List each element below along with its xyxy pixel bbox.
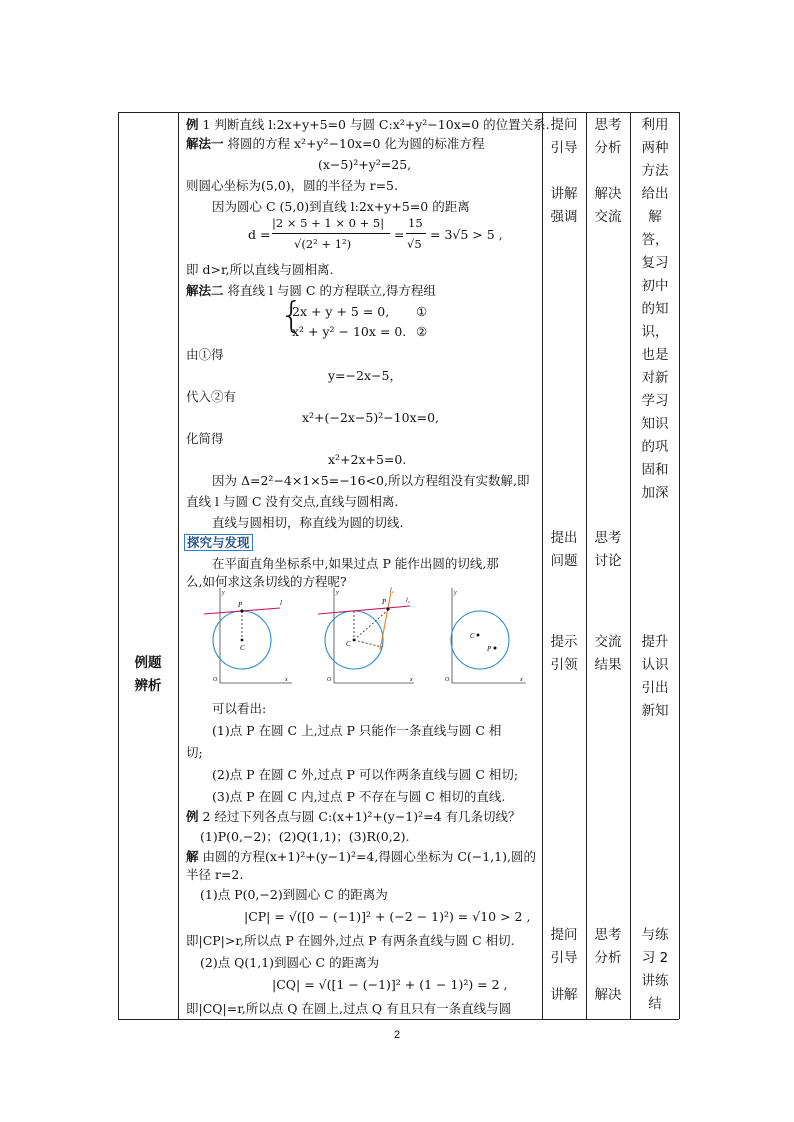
teacher-group-d [543, 924, 585, 1007]
fig1-label-c: C [240, 644, 245, 652]
figure-1 [204, 588, 292, 683]
method-1-equation: (x−5)²+y²=25, [318, 157, 412, 172]
student-group-c [587, 631, 629, 677]
fig1-label-l: l [280, 599, 282, 607]
purpose-a-line: 方法 [641, 163, 669, 179]
explore-question-2: 么,如何求这条切线的方程呢? [186, 574, 347, 589]
distance-numerator: |2 × 5 + 1 × 0 + 5| [272, 216, 385, 230]
student-c2: 结果 [594, 657, 622, 673]
student-d1: 思考 [594, 927, 622, 943]
student-spacer-2 [587, 970, 629, 984]
y-expression: y=−2x−5， [328, 368, 402, 383]
method-2-conclusion: 直线 l 与圆 C 没有交点,直线与圆相离. [186, 494, 399, 509]
fig3-label-y: y [454, 590, 457, 596]
row-label [118, 652, 178, 698]
method-1-text: 将圆的方程 x²+y²−10x=0 化为圆的标准方程 [223, 136, 485, 151]
purpose-a-line: 利用 [641, 117, 669, 133]
system-eq-2-tag: ② [416, 324, 428, 339]
student-group-a [587, 114, 629, 229]
simplify-intro: 化简得 [186, 431, 224, 446]
teacher-spacer [543, 160, 585, 183]
student-a4: 交流 [594, 209, 622, 225]
student-spacer [587, 160, 629, 183]
fig3-circle [451, 611, 509, 669]
solution-text-1: 由圆的方程(x+1)²+(y−1)²=4,得圆心坐标为 C(−1,1),圆的 [198, 849, 536, 864]
purpose-c-line: 结 [648, 996, 662, 1012]
example-1-marker: 例 [186, 117, 199, 132]
student-a1: 思考 [594, 117, 622, 133]
solution-line-5: (2)点 Q(1,1)到圆心 C 的距离为 [200, 955, 380, 970]
teacher-c2: 引领 [550, 657, 578, 673]
purpose-a-line: 知识 [641, 416, 669, 432]
purpose-a-line: 复习 [641, 255, 669, 271]
example-1-title [186, 116, 550, 133]
method-2-line [186, 282, 436, 299]
student-b2: 讨论 [594, 553, 622, 569]
fig2-label-x: x [410, 677, 413, 683]
distance-cq: |CQ| = √([1 − (−1)]² + (1 − 1)²) = 2 , [272, 977, 508, 992]
substitute-intro: 代入②有 [186, 389, 237, 404]
from-eq-1: 由①得 [186, 347, 224, 362]
solution-marker: 解 [186, 849, 199, 864]
fig1-label-o: O [213, 677, 218, 683]
tangent-definition: 直线与圆相切，称直线为圆的切线. [212, 515, 404, 530]
purpose-c-line: 习 2 [641, 950, 669, 966]
student-d2: 分析 [594, 950, 622, 966]
teacher-d1: 提问 [550, 927, 578, 943]
fig2-point-p [386, 607, 389, 610]
system-eq-1: 2x + y + 5 = 0, [292, 304, 390, 319]
system-eq-2: x² + y² − 10x = 0. [292, 324, 407, 339]
fig3-point-p [494, 647, 497, 650]
distance-result: = 3√5 > 5 , [430, 227, 503, 242]
substituted-equation: x²+(−2x−5)²−10x=0, [302, 410, 440, 425]
teacher-b2: 问题 [550, 553, 578, 569]
example-2-points: (1)P(0,−2)；(2)Q(1,1)；(3)R(0,2). [200, 829, 410, 844]
fig2-label-c: C [346, 640, 351, 648]
distance-equals: = [394, 227, 405, 242]
purpose-b-line: 引出 [641, 680, 669, 696]
solution-line-3: (1)点 P(0,−2)到圆心 C 的距离为 [200, 887, 388, 902]
fig2-label-p: P [382, 598, 387, 606]
fig2-center-c [353, 639, 356, 642]
purpose-group-c [631, 924, 679, 1016]
observation-2: (2)点 P 在圆 C 外,过点 P 可以作两条直线与圆 C 相切; [212, 767, 519, 782]
example-2-title [186, 808, 521, 825]
explore-question-1: 在平面直角坐标系中,如果过点 P 能作出圆的切线,那 [212, 556, 499, 571]
row-label-text: 例题辨析 [134, 655, 162, 694]
example-1-text: 1 判断直线 l:2x+y+5=0 与圆 C:x²+y²−10x=0 的位置关系. [198, 117, 550, 132]
fig3-center-c [477, 634, 480, 637]
solution-line-4: 即|CP|>r,所以点 P 在圆外,过点 P 有两条直线与圆 C 相切. [186, 933, 515, 948]
teacher-d2: 引导 [550, 950, 578, 966]
purpose-a-line: 固和 [641, 462, 669, 478]
purpose-b-line: 提升 [641, 634, 669, 650]
teacher-group-a [543, 114, 585, 229]
student-d3: 解决 [594, 987, 622, 1003]
fig1-label-p: P [238, 601, 243, 609]
fig1-label-y: y [222, 590, 225, 596]
fig3-label-p: P [487, 645, 492, 653]
purpose-a-line: 也是 [641, 347, 669, 363]
purpose-a-line: 的知 [641, 301, 669, 317]
distance-fraction-bar [272, 233, 390, 234]
teacher-a3: 讲解 [550, 186, 578, 202]
solution-line-1 [186, 848, 536, 865]
purpose-a-line: 解 [648, 209, 662, 225]
fig3-label-c: C [470, 632, 475, 640]
teacher-a1: 提问 [550, 117, 578, 133]
teacher-b1: 提出 [550, 530, 578, 546]
observation-3: (3)点 P 在圆 C 内,过点 P 不存在与圆 C 相切的直线. [212, 789, 506, 804]
fig2-radius-2 [354, 640, 382, 647]
method-1-center: 则圆心坐标为(5,0)，圆的半径为 r=5. [186, 178, 398, 193]
purpose-c-line: 与练 [641, 927, 669, 943]
system-eq-1-tag: ① [416, 304, 428, 319]
teacher-group-c [543, 631, 585, 677]
page-number: 2 [393, 1029, 401, 1041]
observation-intro: 可以看出: [212, 701, 267, 716]
figure-3 [445, 588, 526, 683]
purpose-a-line: 识， [641, 324, 669, 340]
table-border-bottom [118, 1019, 679, 1020]
purpose-b-line: 新知 [641, 703, 669, 719]
row-label-cell [118, 112, 178, 1019]
purpose-a-line: 加深 [641, 485, 669, 501]
purpose-a-line: 答， [641, 232, 669, 248]
distance-cp: |CP| = √([0 − (−1)]² + (−2 − 1)²) = √10 > 2 , [244, 909, 531, 924]
simplified-equation: x²+2x+5=0. [328, 452, 407, 467]
student-c1: 交流 [594, 634, 622, 650]
purpose-b-line: 认识 [641, 657, 669, 673]
purpose-group-a [631, 114, 679, 505]
method-2-label: 解法二 [186, 283, 224, 298]
discriminant-line: 因为 Δ=2²−4×1×5=−16<0,所以方程组没有实数解,即 [212, 473, 530, 488]
teacher-d3: 讲解 [550, 987, 578, 1003]
method-1-conclusion: 即 d>r,所以直线与圆相离. [186, 262, 334, 277]
teacher-a2: 引导 [550, 140, 578, 156]
purpose-a-line: 初中 [641, 278, 669, 294]
distance-denominator-2: √5 [407, 237, 422, 251]
purpose-a-line: 学习 [641, 393, 669, 409]
fig1-point-p [240, 609, 243, 612]
explore-title: 探究与发现 [184, 534, 253, 551]
example-2-text: 2 经过下列各点与圆 C:(x+1)²+(y−1)²=4 有几条切线？ [198, 809, 521, 824]
purpose-a-line: 对新 [641, 370, 669, 386]
observation-1b: 切; [186, 745, 203, 760]
tangent-figures [200, 580, 530, 688]
explore-heading [184, 534, 253, 551]
teacher-spacer-2 [543, 970, 585, 984]
fig3-label-o: O [445, 677, 450, 683]
fig2-label-o: O [327, 677, 332, 683]
solution-line-2: 半径 r=2. [186, 867, 244, 882]
fig3-label-x: x [520, 677, 523, 683]
student-group-d [587, 924, 629, 1007]
system-brace: { [280, 295, 303, 336]
fig2-label-l2: l₂ [406, 598, 410, 604]
purpose-c-line: 讲练 [641, 973, 669, 989]
purpose-a-line: 两种 [641, 140, 669, 156]
student-a3: 解决 [594, 186, 622, 202]
fig1-center-c [241, 639, 244, 642]
method-2-text: 将直线 l 与圆 C 的方程联立,得方程组 [223, 283, 436, 298]
distance-lhs: d = [248, 227, 271, 242]
method-1-distance-intro: 因为圆心 C (5,0)到直线 l:2x+y+5=0 的距离 [212, 199, 470, 214]
student-b1: 思考 [594, 530, 622, 546]
teacher-c1: 提示 [550, 634, 578, 650]
fig2-label-y: y [336, 590, 339, 596]
purpose-a-line: 给出 [641, 186, 669, 202]
content-cell [182, 112, 550, 1019]
distance-numerator-2: 15 [408, 216, 423, 230]
solution-line-6: 即|CQ|=r,所以点 Q 在圆上,过点 Q 有且只有一条直线与圆 [186, 1001, 512, 1016]
example-2-marker: 例 [186, 809, 199, 824]
teacher-a4: 强调 [550, 209, 578, 225]
fig1-label-x: x [285, 677, 288, 683]
table-border-right [679, 112, 680, 1019]
table-divider-1 [178, 112, 179, 1019]
purpose-group-b [631, 631, 679, 723]
method-1-line [186, 135, 484, 152]
student-a2: 分析 [594, 140, 622, 156]
figure-2 [318, 588, 414, 683]
observation-1a: (1)点 P 在圆 C 上,过点 P 只能作一条直线与圆 C 相 [212, 723, 502, 738]
fig2-label-l1: l₁ [390, 588, 394, 594]
purpose-a-line: 的巩 [641, 439, 669, 455]
student-group-b [587, 527, 629, 573]
distance-fraction-bar-2 [406, 233, 426, 234]
method-1-label: 解法一 [186, 136, 224, 151]
teacher-group-b [543, 527, 585, 573]
distance-denominator: √(2² + 1²) [294, 237, 352, 251]
